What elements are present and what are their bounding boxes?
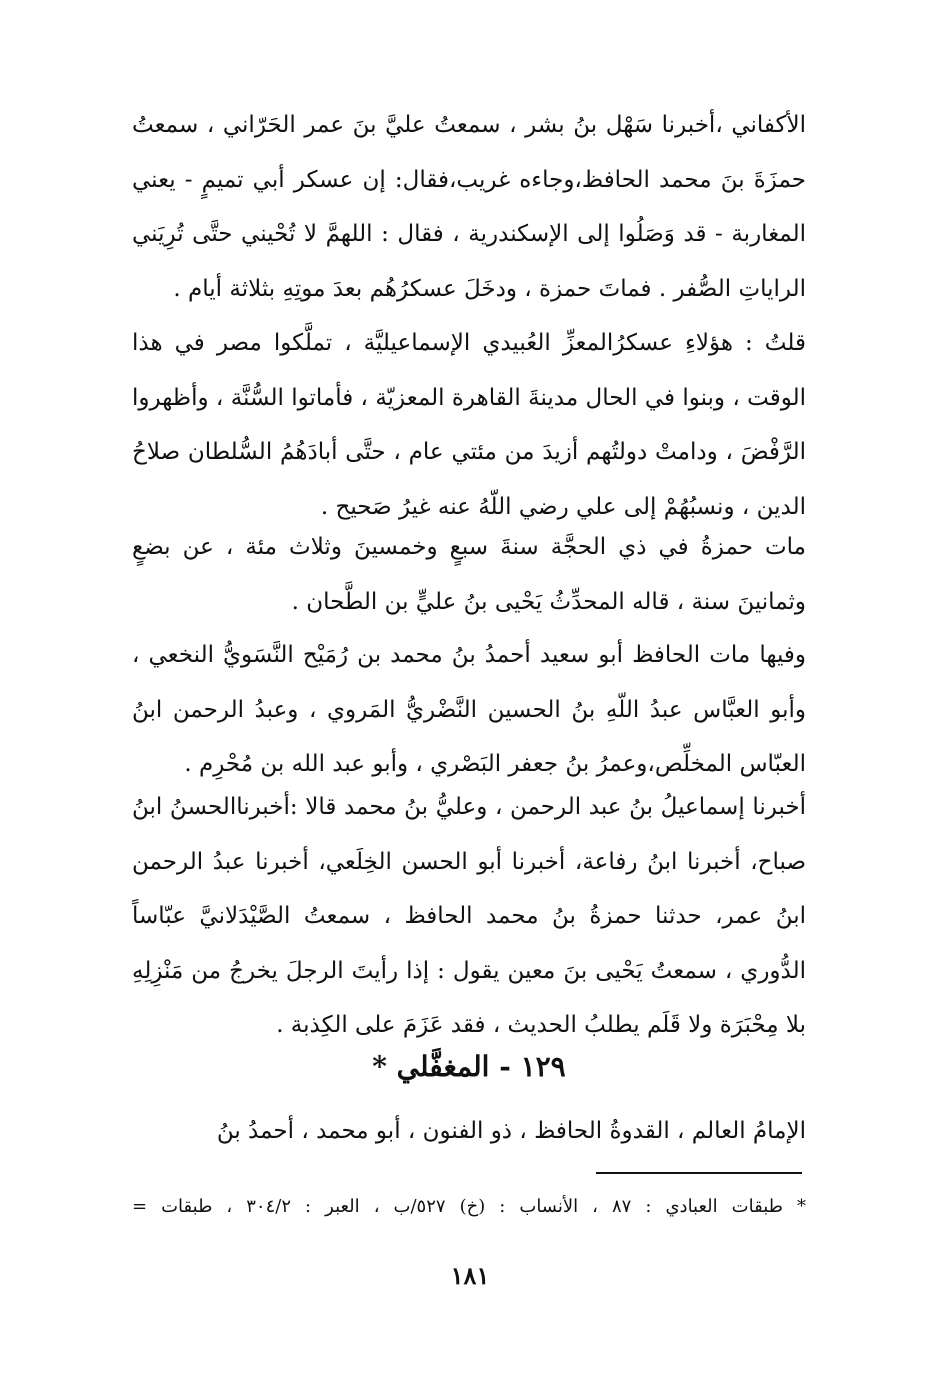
paragraph-5: أخبرنا إسماعيلُ بنُ عبد الرحمن ، وعليُّ بنُ محمد قالا :أخبرناالحسنُ ابنُ صباح، أخبرنا ابنُ رفاعة، أخبرنا أبو الحسن الخِلَعي، أخبرنا عبدُ الرحمن ابنُ عمر، حدثنا حمزةُ بنُ محمد الحافظ ، سمعتُ الصَّيْدَلانيَّ عبّاساً الدُّوري ، سمعتُ يَحْيى بنَ معين يقول : إذا رأيتَ الرجلَ يخرجُ من مَنْزِلِهِ بلا مِحْبَرَة ولا قَلَم يطلبُ الحديث ، فقد عَزَمَ على الكِذبة . bbox=[132, 794, 806, 1038]
section-heading: ١٢٩ - المغفَّلي * bbox=[372, 1050, 566, 1083]
paragraph-4: وفيها مات الحافظ أبو سعيد أحمدُ بنُ محمد بن رُمَيْح النَّسَويُّ النخعي ، وأبو العبَّاس عبدُ اللّهِ بنُ الحسين النَّضْريُّ المَروي ، وعبدُ الرحمن ابنُ العبّاس المخلِّص،وعمرُ بنُ جعفر البَصْري ، وأبو عبد الله بن مُحْرِم . bbox=[132, 642, 806, 777]
page-number: ١٨١ bbox=[450, 1261, 490, 1290]
paragraph-2: قلتُ : هؤلاءِ عسكرُالمعزِّ العُبيدي الإسماعيليَّة ، تملَّكوا مصر في هذا الوقت ، وبنوا في الحال مدينةَ القاهرة المعزيّة ، فأماتوا السُّنَّة ، وأظهروا الرَّفْضَ ، ودامتْ دولتُهم أزيدَ من مئتي عام ، حتَّى أبادَهُمُ السُّلطان صلاحُ الدين ، ونسبُهُمْ إلى علي رضي اللّهُ عنه غيرُ صَحيح . bbox=[132, 330, 806, 520]
footnote-divider bbox=[596, 1172, 802, 1174]
paragraph-6: الإمامُ العالم ، القدوةُ الحافظ ، ذو الفنون ، أبو محمد ، أحمدُ بنُ bbox=[216, 1118, 806, 1144]
footnote: * طبقات العبادي : ٨٧ ، الأنساب : (خ) ٥٢٧/ب ، العبر : ٣٠٤/٢ ، طبقات = bbox=[132, 1196, 806, 1217]
paragraph-3: مات حمزةُ في ذي الحجَّة سنةَ سبعٍ وخمسينَ وثلاث مئة ، عن بضعٍ وثمانينَ سنة ، قاله المحدِّثُ يَحْيى بنُ عليٍّ بن الطَّحان . bbox=[132, 534, 806, 615]
paragraph-1: الأكفاني ،أخبرنا سَهْل بنُ بشر ، سمعتُ عليَّ بنَ عمر الحَرّاني ، سمعتُ حمزَةَ بنَ محمد الحافظ،وجاءه غريب،فقال: إن عسكر أبي تميمٍ - يعني المغاربة - قد وَصَلُوا إلى الإسكندرية ، فقال : اللهمَّ لا تُحْيني حتَّى تُرِيَني الراياتِ الصُّفر . فماتَ حمزة ، ودخَلَ عسكرُهُم بعدَ موتِهِ بثلاثة أيام . bbox=[132, 112, 806, 302]
